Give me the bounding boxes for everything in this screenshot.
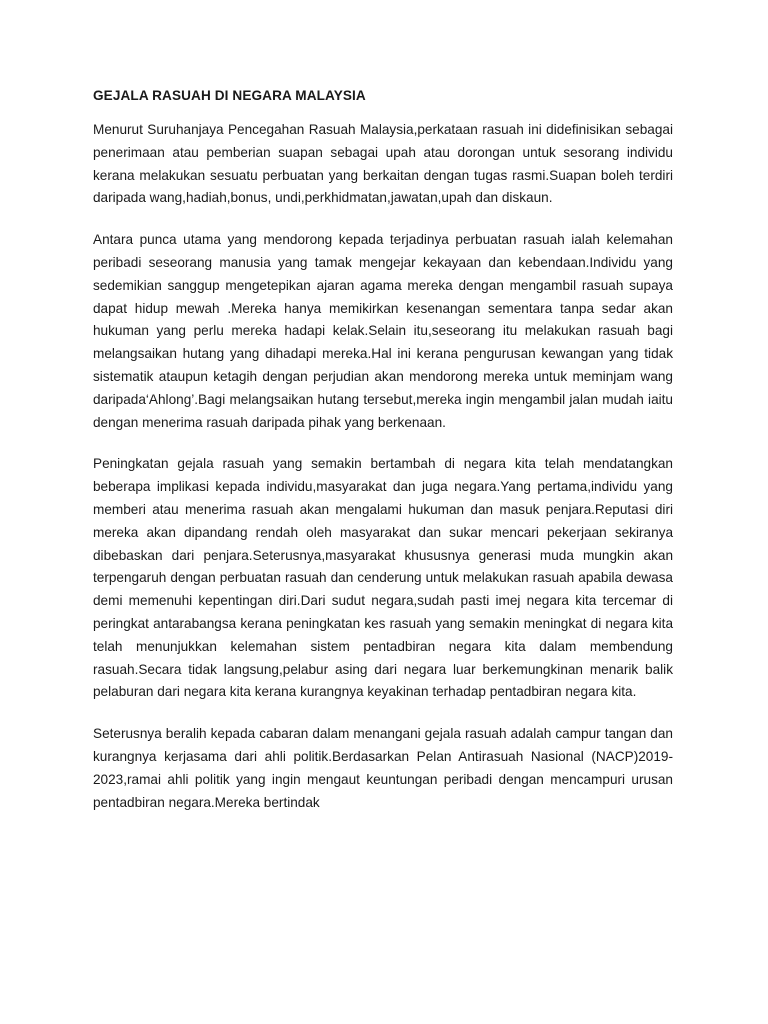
document-title: GEJALA RASUAH DI NEGARA MALAYSIA (93, 88, 366, 103)
document-page (93, 86, 673, 833)
paragraph-causes: Antara punca utama yang mendorong kepada terjadinya perbuatan rasuah ialah kelemahan peribadi seseorang manusia yang tamak mengejar kekayaan dan kebendaan.Individu yang sedemikian sanggup mengetepikan ajaran agama mereka dengan mengambil rasuah supaya dapat hidup mewah .Mereka hanya memikirkan kesenangan sementara tanpa sedar akan hukuman yang perlu mereka hadapi kelak.Selain itu,seseorang itu melakukan rasuah bagi melangsaikan hutang yang dihadapi mereka.Hal ini kerana pengurusan kewangan yang tidak sistematik ataupun ketagih dengan perjudian akan mendorong mereka untuk meminjam wang daripada‘Ahlong’.Bagi melangsaikan hutang tersebut,mereka ingin mengambil jalan mudah iaitu dengan menerima rasuah daripada pihak yang berkenaan. (93, 232, 673, 430)
paragraph-implications: Peningkatan gejala rasuah yang semakin bertambah di negara kita telah mendatangkan beberapa implikasi kepada individu,masyarakat dan juga negara.Yang pertama,individu yang memberi atau menerima rasuah akan mengalami hukuman dan masuk penjara.Reputasi diri mereka akan dipandang rendah oleh masyarakat dan sukar mencari pekerjaan sekiranya dibebaskan dari penjara.Seterusnya,masyarakat khususnya generasi muda mungkin akan terpengaruh dengan perbuatan rasuah dan cenderung untuk melakukan rasuah apabila dewasa demi memenuhi kepentingan diri.Dari sudut negara,sudah pasti imej negara kita tercemar di peringkat antarabangsa kerana peningkatan kes rasuah yang semakin meningkat di negara kita telah menunjukkan kelemahan sistem pentadbiran negara kita dalam membendung rasuah.Secara tidak langsung,pelabur asing dari negara luar berkemungkinan menarik balik pelaburan dari negara kita kerana kurangnya keyakinan terhadap pentadbiran negara kita. (93, 456, 673, 700)
paragraph-definition: Menurut Suruhanjaya Pencegahan Rasuah Malaysia,perkataan rasuah ini didefinisikan sebagai penerimaan atau pemberian suapan sebagai upah atau dorongan untuk sesorang individu kerana melakukan sesuatu perbuatan yang berkaitan dengan tugas rasmi.Suapan boleh terdiri daripada wang,hadiah,bonus, undi,perkhidmatan,jawatan,upah dan diskaun. (93, 122, 673, 206)
paragraph-challenges: Seterusnya beralih kepada cabaran dalam menangani gejala rasuah adalah campur tangan dan kurangnya kerjasama dari ahli politik.Berdasarkan Pelan Antirasuah Nasional (NACP)2019-2023,ramai ahli politik yang ingin mengaut keuntungan peribadi dengan mencampuri urusan pentadbiran negara.Mereka bertindak (93, 726, 673, 810)
